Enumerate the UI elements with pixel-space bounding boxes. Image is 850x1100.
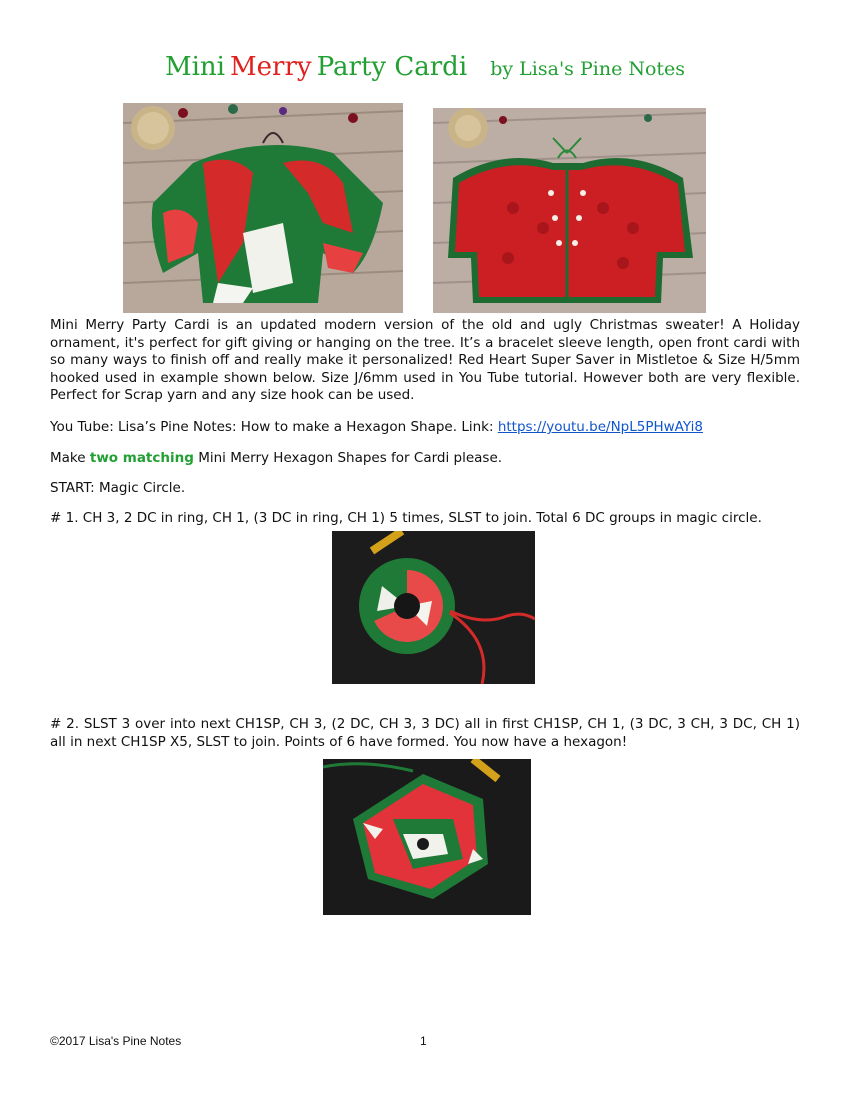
- start-instruction: START: Magic Circle.: [50, 480, 186, 496]
- make-after: Mini Merry Hexagon Shapes for Cardi please.: [193, 450, 503, 466]
- make-instruction: [50, 450, 800, 468]
- youtube-link[interactable]: https://youtu.be/NpL5PHwAYi8: [497, 419, 703, 435]
- title-mini: Mini: [164, 52, 225, 82]
- intro-paragraph: Mini Merry Party Cardi is an updated modern version of the old and ugly Christmas sweater! A Holiday ornament, it's perfect for gift giving or hanging on the tree. It’s a bracelet sleeve length, open front cardi with so many ways to finish off and really make it personalized! Red Heart Super Saver in Mistletoe & Size H/5mm hooked used in example shown below. Size J/6mm used in You Tube tutorial. However both are very flexible. Perfect for Scrap yarn and any size hook can be used.: [50, 317, 800, 403]
- page-number: 1: [420, 1034, 427, 1048]
- youtube-line: [50, 419, 800, 437]
- photo-red-cardi: [433, 108, 706, 313]
- title-byline: by Lisa's Pine Notes: [490, 58, 686, 80]
- youtube-prefix: You Tube: Lisa’s Pine Notes: How to make a Hexagon Shape. Link:: [50, 419, 498, 435]
- step-2: # 2. SLST 3 over into next CH1SP, CH 3, (2 DC, CH 3, 3 DC) all in first CH1SP, CH 1, (3 DC, 3 CH, 3 DC, CH 1) all in next CH1SP X5, SLST to join. Points of 6 have formed. You now have a hexagon!: [50, 716, 800, 750]
- make-emphasis: two matching: [89, 450, 194, 466]
- page-title: [0, 52, 850, 82]
- title-merry: Merry: [230, 52, 312, 82]
- photo-multicolor-cardi: [123, 103, 403, 313]
- photo-hexagon: [323, 759, 531, 915]
- photo-magic-circle: [332, 531, 535, 684]
- step-1: # 1. CH 3, 2 DC in ring, CH 1, (3 DC in ring, CH 1) 5 times, SLST to join. Total 6 DC groups in magic circle.: [50, 510, 762, 526]
- footer-copyright: ©2017 Lisa's Pine Notes: [50, 1034, 182, 1048]
- title-party-cardi: Party Cardi: [316, 52, 468, 82]
- make-before: Make: [50, 450, 90, 466]
